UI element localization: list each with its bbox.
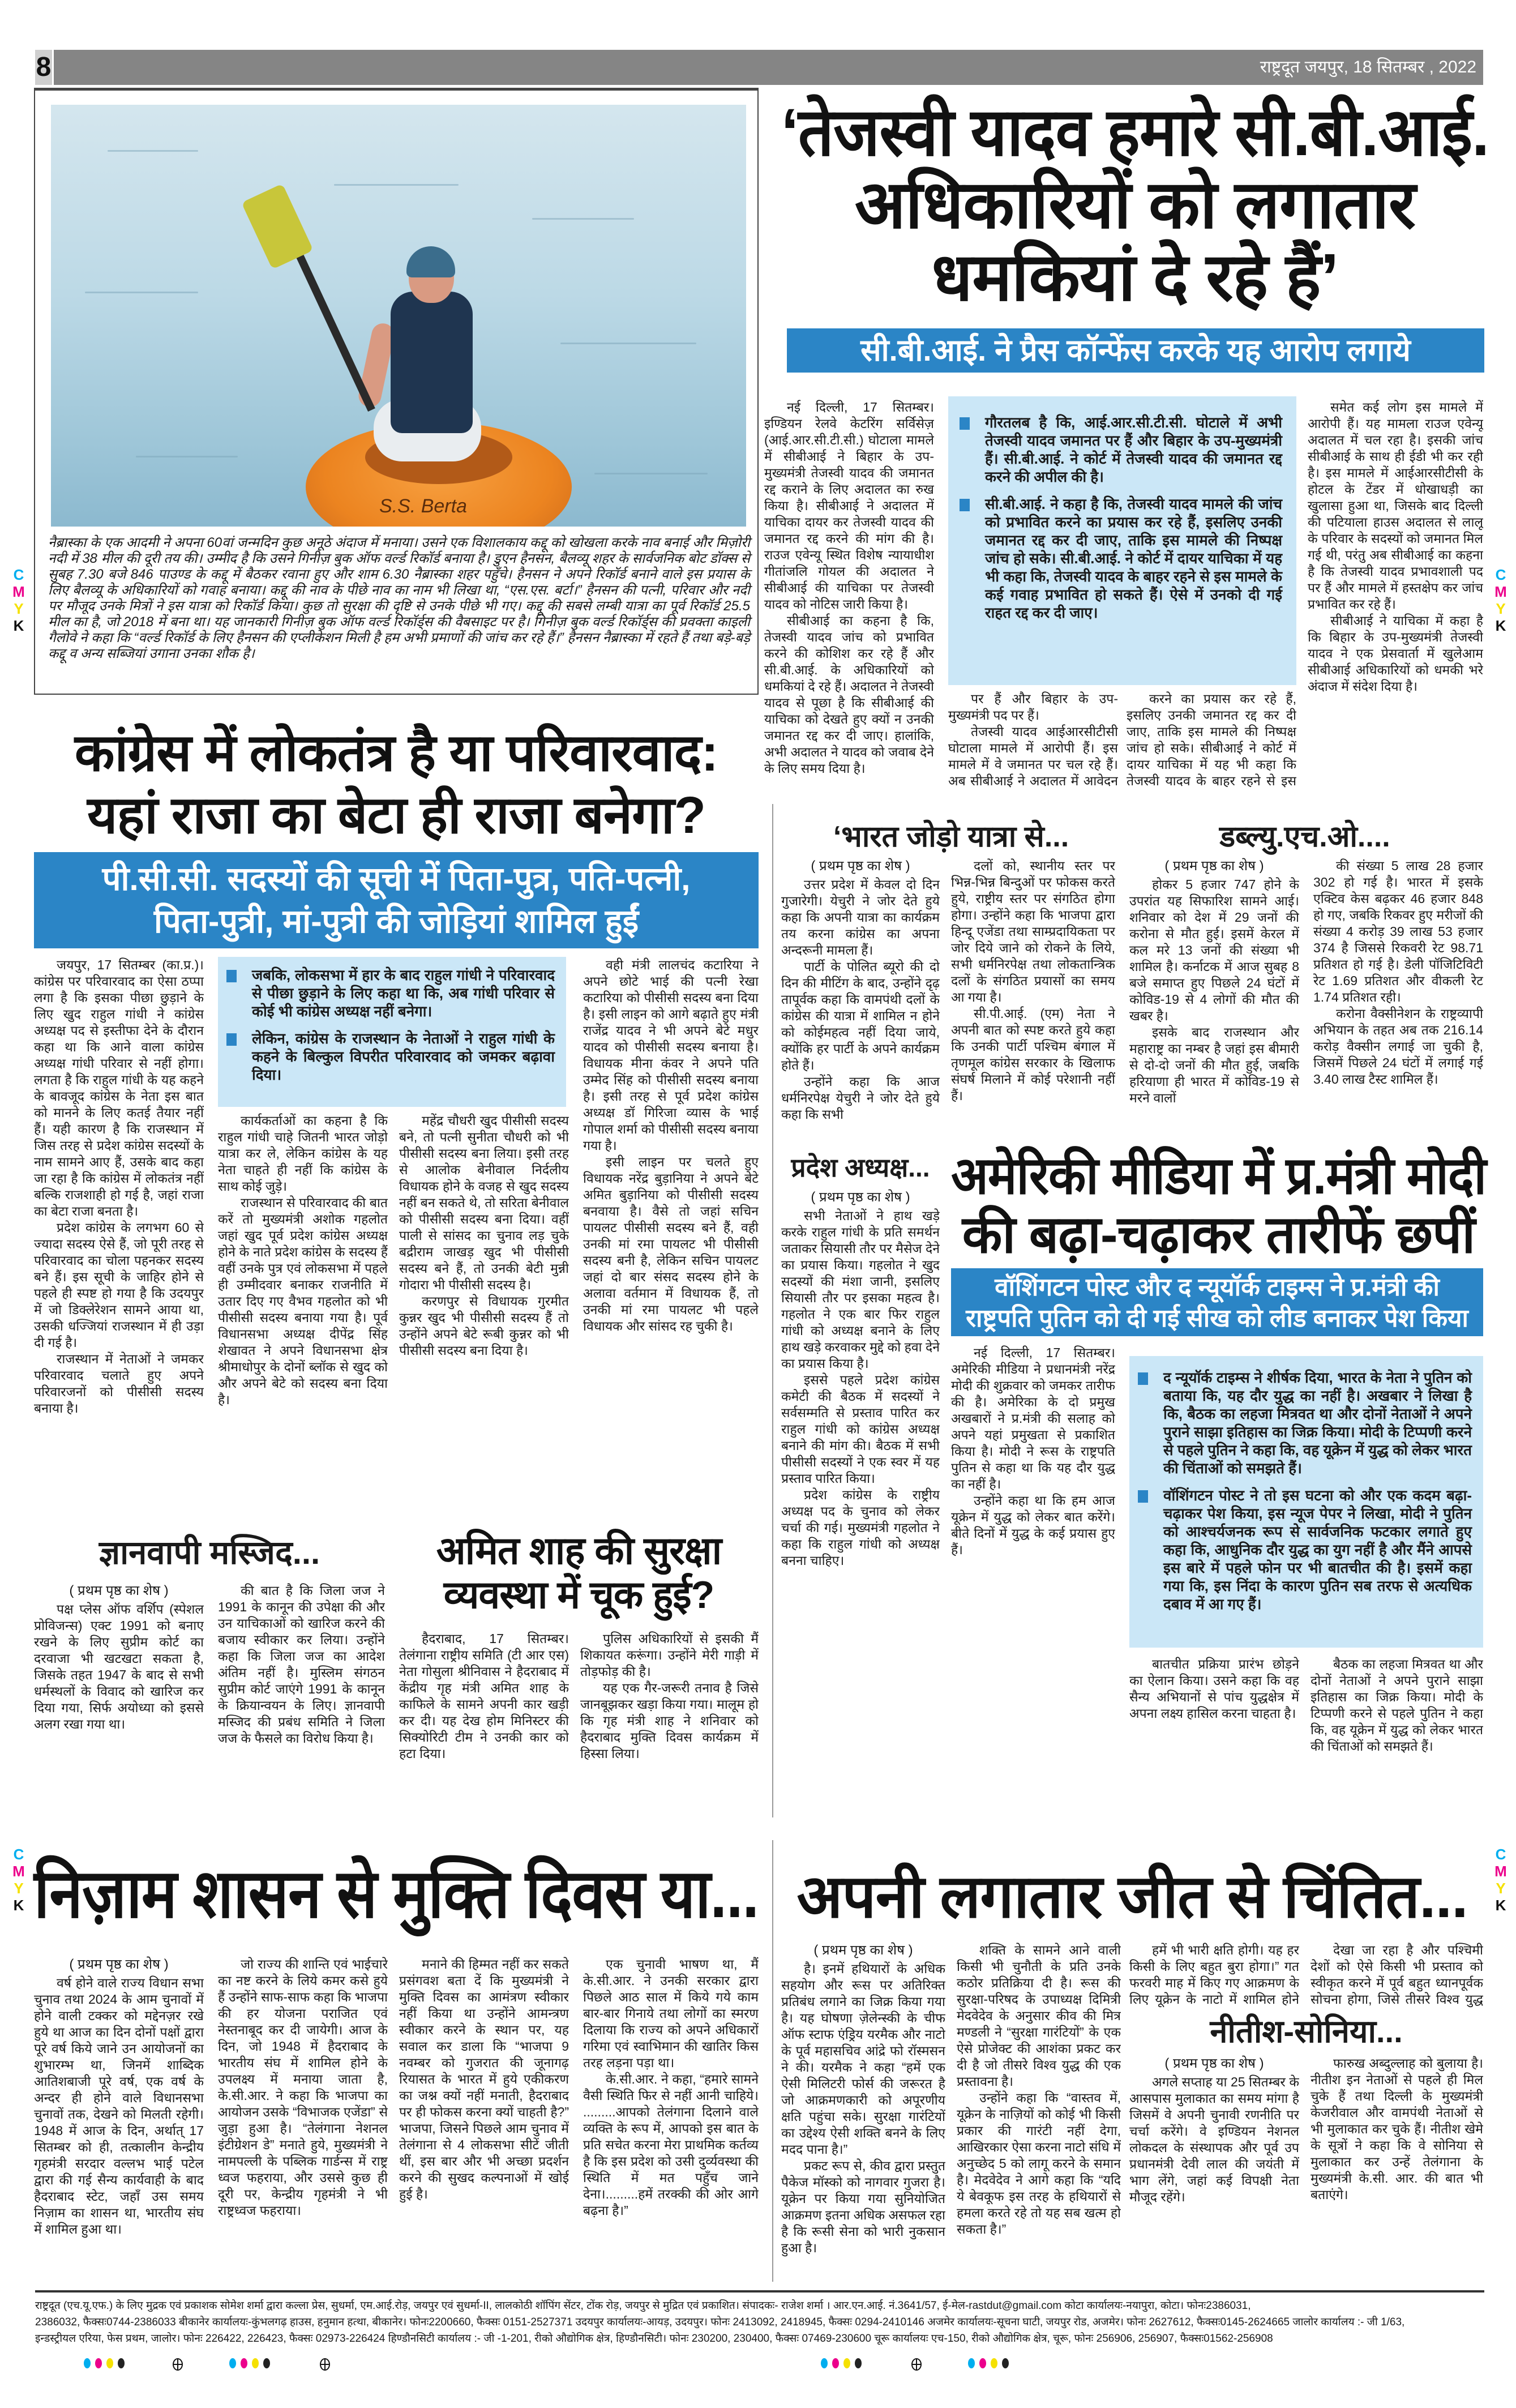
paragraph: वही मंत्री लालचंद कटारिया ने अपने छोटे भाई की पत्नी रेखा कटारिया को पीसीसी सदस्य बना दिया है। इसी लाइन को आगे बढ़ाते हुए मंत्री राजेंद्र यादव ने भी अपने बेटे मधुर यादव को पीसीसी सदस्य बनाया है। विधायक मीना कंवर ने अपने पति उम्मेद सिंह को पीसीसी सदस्य बनाया है। इसी तरह से पूर्व प्रदेश कांग्रेस अध्यक्ष डॉ गिरिजा व्यास के भाई गोपाल शर्मा को पीसीसी सदस्य बनाया गया है। [583, 957, 759, 1153]
paragraph: सी.पी.आई. (एम) नेता ने अपनी बात को स्पष्ट करते हुये कहा कि उनकी पार्टी पश्चिम बंगाल में तृणमूल कांग्रेस सरकार के खिलाफ संघर्ष मिलाने में कोई परेशानी नहीं हैं। [951, 1006, 1115, 1103]
paragraph: करोना वैक्सीनेशन के राष्ट्रव्यापी अभियान के तहत अब तक 216.14 करोड़ वैक्सीन लगाई जा चुकी है, जिसमें पिछले 24 घंटों में लगाई गई 3.40 लाख टैस्ट शामिल हैं। [1313, 1006, 1483, 1087]
nizam-column-4 [583, 1956, 759, 2279]
highlight-text: वॉशिंगटन पोस्ट ने तो इस घटना को और एक कदम बढ़ा-चढ़ाकर पेश किया, इस न्यूज पेपर ने लिखा, मोदी ने पुतिन को आश्चर्यजनक रूप से सार्वजनिक फटकार लगाते हुए कहा कि, आधुनिक दौर युद्ध का युग नहीं है और मैंने आपसे इस बारे में पहले फोन पर भी बातचीत की है। इसमें कहा गया कि, इस निंदा के कारण पुतिन सब तरफ से अत्यधिक दबाव में आ गए हैं। [1163, 1487, 1472, 1613]
square-bullet-icon [226, 1033, 237, 1046]
who-column-1 [1129, 858, 1299, 1124]
apni-column-3 [1129, 1942, 1299, 2008]
headline-line: अधिकारियों को लगातार [854, 168, 1416, 242]
america-headline [951, 1147, 1486, 1264]
headline-line: धमकियां दे रहे हैं’ [931, 240, 1339, 315]
boat-name-lettering: S.S. Berta [379, 495, 467, 517]
america-column-2 [1129, 1656, 1299, 1815]
paragraph: सभी नेताओं ने हाथ खड़े करके राहुल गांधी के प्रति समर्थन जताकर सियासी तौर पर मैसेज देने का प्रयास किया। गहलोत ने खुद सदस्यों की मंशा जानी, इसलिए सियासी तौर पर इसका महत्व है। गहलोत ने एक बार फिर राहुल गांधी को अध्यक्ष बनाने के लिए हाथ खड़े करवाकर मुद्दे को हवा देने का प्रयास किया है। [781, 1208, 940, 1371]
tejashwi-column-3b [1127, 691, 1296, 790]
column-divider [772, 1840, 773, 2282]
square-bullet-icon [226, 970, 237, 982]
column-text [1129, 876, 1299, 1106]
cmyk-k: K [1495, 1897, 1506, 1914]
congress-column-2 [218, 1113, 388, 1500]
headline-line: ‘तेजस्वी यादव हमारे सी.बी.आई. [781, 95, 1489, 170]
registration-marks [0, 2358, 1516, 2375]
apni-column-2 [957, 1942, 1121, 2279]
highlight-text: गौरतलब है कि, आई.आर.सी.टी.सी. घोटाले में अभी तेजस्वी यादव जमानत पर हैं और बिहार के उप-मुख्यमंत्री हैं। सी.बी.आई. ने कोर्ट में तेजस्वी यादव की जमानत रद्द करने की अपील की है। [985, 414, 1282, 485]
america-column-3 [1311, 1656, 1483, 1815]
paragraph: नई दिल्ली, 17 सितम्बर। इण्डियन रेलवे केटरिंग सर्विसेज़ (आई.आर.सी.टी.सी.) घोटाला मामले में सीबीआई ने बिहार के उप-मुख्यमंत्री तेजस्वी यादव की जमानत रद्द कराने के लिए अदालत का रुख किया है। सीबीआई ने अदालत में याचिका दायर कर तेजस्वी यादव की जमानत रद्द करने की मांग की है। राउज एवेन्यू स्थित विशेष न्यायाधीश गीतांजलि गोयल की अदालत ने सीबीआई की याचिका पर तेजस्वी यादव को नोटिस जारी किया है। [764, 400, 934, 611]
bharat-jodo-title: ‘भारत जोड़ो यात्रा से... [833, 820, 1069, 853]
paragraph: यह एक गैर-जरूरी तनाव है जिसे जानबूझकर खड़ा किया गया। मालूम हो कि गृह मंत्री शाह ने शनिवार को हैदराबाद मुक्ति दिवस कार्यक्रम में हिस्सा लिया। [580, 1680, 759, 1761]
paragraph: जयपुर, 17 सितम्बर (का.प्र.)। कांग्रेस पर परिवारवाद का ऐसा ठप्पा लगा है कि इसका पीछा छुड़ाने के लिए खुद राहुल गांधी ने कांग्रेस अध्यक्ष पद से इस्तीफा देने के दौरान कहा था कि आने वाला कांग्रेस अध्यक्ष गांधी परिवार से नहीं होगा। लगता है कि राहुल गांधी के यह कहने के बावजूद कांग्रेस के नेता इस बात को मानने के लिए कतई तैयार नहीं हैं। यही कारण है कि राजस्थान में जिस तरह से प्रदेश कांग्रेस सदस्यों के नाम सामने आए हैं, उसके बाद कहा जा रहा है कि कांग्रेस में लोकतंत्र नहीं बल्कि राजशाही हो गई है, जहां राजा का बेटा राजा बनता है। [34, 957, 204, 1218]
subhead-line: सी.बी.आई. ने प्रैस कॉन्फेंस करके यह आरोप लगाये [860, 333, 1411, 367]
nitish-column-1 [1129, 2055, 1299, 2279]
photo-caption: नैब्रास्का के एक आदमी ने अपना 60वां जन्मदिन कुछ अनूठे अंदाज में मनाया। उसने एक विशालकाय कद्दू को खोखला करके नाव बनाई और मिज़ोरी नदी में 38 मील की दूरी तय की। उम्मीद है कि उसने गिनीज़ बुक ऑफ वर्ल्ड रिकॉर्ड बनाया है। डुएन हैनसन, बैलव्यू शहर के सार्वजनिक बोट डॉक्स से सुबह 7.30 बजे 846 पाउण्ड के कद्दू में बैठकर रवाना हुए और शाम 6.30 नैब्रास्का शहर पहुँचे। हैनसन ने अपने रिकॉर्ड बनाने वाले इस प्रयास के लिए बैलव्यू के अधिकारियों को गवाह बनाया। कद्दू की नाव के पीछे नाव का नाम भी लिखा था, “एस.एस. बर्टा।” हैनसन की पत्नी, परिवार और नदी पर मौजूद उनके मित्रों ने इस यात्रा को रिकॉर्ड किया। कुछ तो सुरक्षा की दृष्टि से उनके पीछे भी गए। कद्दू की सबसे लम्बी यात्रा का पूर्व रिकॉर्ड 25.5 मील का है, जो 2018 में बना था। यह जानकारी गिनीज़ बुक ऑफ वर्ल्ड रिकॉर्ड्स की वैबसाइट पर है। गिनीज़ बुक वर्ल्ड रिकॉर्ड्स की प्रवक्ता काइली गैलोवे ने कहा कि “वर्ल्ड रिकॉर्ड के लिए हैनसन की एप्लीकेशन मिली है हम अभी प्रमाणों की जांच कर रहे हैं।” हैनसन नैब्रास्का में रहते हैं तथा बड़े-बड़े कद्दू व अन्य सब्जियां उगाना उनका शौक है। [48, 535, 750, 661]
cmyk-y: Y [14, 600, 24, 617]
paragraph: प्रकट रूप से, कीव द्वारा प्रस्तुत पैकेज मॉस्को को नागवार गुजरा है। यूक्रेन पर किया गया सुनियोजित आक्रमण इतना अधिक असफल रहा है कि रूसी सेना को भारी नुकसान हुआ है। [781, 2158, 945, 2255]
subhead-line: पिता-पुत्री, मां-पुत्री की जोड़ियां शामिल हुईं [153, 903, 639, 940]
paragraph: पर हैं और बिहार के उप-मुख्यमंत्री पद पर हैं। [948, 691, 1118, 722]
column-text [34, 1975, 204, 2238]
cmyk-marks [12, 566, 25, 634]
pumpkin-boat-photo [51, 105, 746, 527]
imprint [35, 2298, 1484, 2347]
column-text [781, 1961, 945, 2256]
highlight-item [221, 1029, 555, 1084]
continued-label: ( प्रथम पृष्ठ का शेष ) [69, 1583, 169, 1598]
imprint-line: इन्डस्ट्रीयल एरिया, फेस प्रथम, जालोर। फोनः 226422, 226423, फैक्सः 02973-226424 हिण्डौनसिटी कार्यालय :- जी -1-201, रीको औद्योगिक क्षेत्र, हिण्डौनसिटी। फोनः 230200, 230400, फैक्सः 07469-230600 चूरू कार्यालयः एच-150, रीको औद्योगिक क्षेत्र, चूरू, फोनः 256906, 256907, फैक्सः01562-256908 [35, 2333, 1273, 2345]
cmyk-c: C [13, 1846, 24, 1863]
highlight-text: द न्यूयॉर्क टाइम्स ने शीर्षक दिया, भारत के नेता ने पुतिन को बताया कि, यह दौर युद्ध का नहीं है। अखबार ने लिखा है कि, बैठक का लहजा मित्रवत था और दोनों नेताओं ने अपने पुराने साझा इतिहास का जिक्र किया। मोदी के टिप्पणी करने से पहले पुतिन ने कहा कि, वह यूक्रेन में युद्ध को लेकर भारत की चिंताओं को समझते हैं। [1163, 1369, 1472, 1477]
highlight-text: लेकिन, कांग्रेस के राजस्थान के नेताओं ने राहुल गांधी के कहने के बिल्कुल विपरीत परिवारवाद को जमकर बढ़ावा दिया। [252, 1030, 555, 1083]
continued-label: ( प्रथम पृष्ठ का शेष ) [811, 858, 910, 874]
square-bullet-icon [1138, 1372, 1148, 1385]
tejashwi-column-3 [1308, 399, 1483, 790]
dateline: राष्ट्रदूत जयपुर, 18 सितम्बर , 2022 [1260, 58, 1476, 76]
paragraph: है। इनमें हथियारों के अधिक सहयोग और रूस पर अतिरिक्त प्रतिबंध लगाने का जिक्र किया गया है। यह घोषणा ज़ेलेन्स्की के चीफ ऑफ स्टाफ एंड्रिय यरमैक और नाटो के पूर्व महासचिव आंद्रे फो रॉस्मसन ने की। यरमैक ने कहा “हमें एक ऐसी मिलिटरी फोर्स की जरूरत है जो आक्रमणकारी को अपूरणीय क्षति पहुंचा सके। सुरक्षा गारंटियों का उद्देश्य ऐसी शक्ति बनने के लिए मदद पाना है।” [781, 1961, 945, 2157]
cmyk-m: M [1494, 583, 1507, 600]
paragraph: बातचीत प्रक्रिया प्रारंभ छोड़ने का ऐलान किया। उसने कहा कि वह सैन्य अभियानों से पांच युद्धक्षेत्र में अपना लक्ष्य हासिल करना चाहता है। [1129, 1657, 1299, 1721]
america-column-1 [951, 1345, 1115, 1645]
paragraph: शक्ति के सामने आने वाली किसी भी चुनौती के प्रति उनके कठोर प्रतिक्रिया दी है। रूस की सुरक्षा-परिषद के उपाध्यक्ष दिमित्री मेदवेदेव के अनुसार कीव की मित्र मण्डली ने “सुरक्षा गारंटियों” के एक ऐसे प्रोजेक्ट की आशंका प्रकट कर दी है जो तीसरे विश्व युद्ध की एक प्रस्तावना है। [957, 1943, 1121, 2089]
who-title: डब्ल्यु.एच.ओ.... [1219, 820, 1390, 853]
paragraph: बैठक का लहजा मित्रवत था और दोनों नेताओं ने अपने पुराने साझा इतिहास का जिक्र किया। मोदी के टिप्पणी करने से पहले पुतिन ने कहा कि, वह यूक्रेन में युद्ध को लेकर भारत की चिंताओं को समझते हैं। [1311, 1657, 1483, 1753]
gyanvapi-title: ज्ञानवापी मस्जिद... [99, 1534, 320, 1571]
highlight-item [221, 966, 555, 1020]
gyanvapi-column-2 [218, 1582, 385, 1815]
paragraph: फारुख अब्दुल्लाह को बुलाया है। नीतीश इन नेताओं से पहले ही मिल चुके हैं तथा दिल्ली के मुख्यमंत्री केजरीवाल और वामपंथी नेताओं से भी मुलाकात कर चुके हैं। नीतीश खेमे के सूत्रों ने कहा कि वे सोनिया से मुलाकात कर उन्हें तेलंगाना के मुख्यमंत्री के.सी. आर. की बात भी बताएंगे। [1311, 2056, 1483, 2202]
paragraph: पुलिस अधिकारियों से इसकी मैं शिकायत करूंगा। उन्होंने मेरी गाड़ी में तोड़फोड़ की है। [580, 1631, 759, 1679]
paragraph: करने का प्रयास कर रहे हैं, इसलिए उनकी जमानत रद्द कर दी जाए, ताकि इस मामले की निष्पक्ष जांच हो सके। सीबीआई ने कोर्ट में दायर याचिका में यह भी कहा कि तेजस्वी यादव के बाहर रहने से इस [1127, 691, 1296, 788]
tejashwi-highlight-box [948, 396, 1296, 685]
paragraph: प्रदेश कांग्रेस के राष्ट्रीय अध्यक्ष पद के चुनाव को लेकर चर्चा की गई। मुख्यमंत्री गहलोत ने कहा कि राहुल गांधी को अध्यक्ष बनना चाहिए। [781, 1487, 940, 1568]
paragraph: सीबीआई ने याचिका में कहा है कि बिहार के उप-मुख्यमंत्री तेजस्वी यादव ने एक प्रेसवार्ता में खुलेआम सीबीआई अधिकारियों को धमकी भरे अंदाज में संदेश दिया है। [1308, 613, 1483, 694]
paragraph: उन्होंने कहा कि आज धर्मनिरपेक्ष येचुरी ने जोर देते हुये कहा कि सभी [781, 1074, 940, 1122]
cmyk-c: C [1495, 566, 1506, 583]
headline-line: कांग्रेस में लोकतंत्र है या परिवारवाद: [74, 724, 718, 782]
paragraph: जो राज्य की शान्ति एवं भाईचारे का नष्ट करने के लिये कमर कसे हुये हैं उन्होंने साफ-साफ कहा कि भाजपा की हर योजना पराजित एवं नेस्तनाबूद कर दी जायेगी। आज के दिन, जो 1948 में हैदराबाद के भारतीय संघ में शामिल होने के उपलक्ष्य में मनाया जाता है, के.सी.आर. ने कहा कि भाजपा का आयोजन उसके “विभाजक एजेंडा” से जुड़ा हुआ है। “तेलंगाना नेशनल इंटीग्रेशन डे” मनाते हुये, मुख्यमंत्री ने नामपल्ली के पब्लिक गार्डन्स में राष्ट्र ध्वज फहराया, और उससे कुछ ही दूरी पर, केन्द्रीय गृहमंत्री ने भी राष्ट्रध्वज फहराया। [218, 1957, 388, 2218]
gyanvapi-column-1 [34, 1582, 204, 1815]
imprint-line: राष्ट्रदूत (एच.यू.एफ.) के लिए मुद्रक एवं प्रकाशक सोमेश शर्मा द्वारा कल्ला प्रेस, सुधर्मा, एम.आई.रोड़, जयपुर एवं सुधर्मा-II, लालकोठी शॉपिंग सेंटर, टोंक रोड़, जयपुर से मुद्रित एवं प्रकाशित। संपादकः- राजेश शर्मा । आर.एन.आई. नं.3641/57, ई-मेल-rastdut@gmail.com कोटा कार्यालयः-नयापुरा, कोटा। फोनः2386031, [35, 2300, 1251, 2312]
paragraph: पक्ष प्लेस ऑफ वर्शिप (स्पेशल प्रोविजन्स) एक्ट 1991 को बनाए रखने के लिए सुप्रीम कोर्ट का दरवाजा भी खटखटा सकता है, जिसके तहत 1947 के बाद से सभी धर्मस्थलों के विवाद को खारिज कर दिया गया, सिर्फ अयोध्या को इससे अलग रखा गया था। [34, 1602, 204, 1731]
page-number: 8 [35, 50, 52, 85]
subhead-line: पी.सी.सी. सदस्यों की सूची में पिता-पुत्र, पति-पत्नी, [102, 861, 691, 897]
square-bullet-icon [960, 417, 970, 430]
congress-column-4 [583, 957, 759, 1500]
congress-column-1 [34, 957, 204, 1500]
paragraph: की संख्या 5 लाख 28 हजार 302 हो गई है। भारत में इसके एक्टिव केस बढ़कर 46 हजार 848 हो गए, जबकि रिकवर हुए मरीजों की संख्या 4 करोड़ 39 लाख 53 हजार 374 है जिससे रिकवरी रेट 98.71 प्रतिशत हो गई है। डेली पॉजिटिविटी रेट 1.69 प्रतिशत और वीकली रेट 1.74 प्रतिशत रही। [1313, 858, 1483, 1004]
paragraph: उत्तर प्रदेश में केवल दो दिन गुजारेगी। येचुरी ने जोर देते हुये कहा कि अपनी यात्रा का कार्यक्रम तय करना कांग्रेस का अपना अन्दरूनी मामला हैं। [781, 877, 940, 957]
footer-rule [35, 2290, 1484, 2292]
continued-label: ( प्रथम पृष्ठ का शेष ) [1164, 858, 1264, 874]
apni-lagatar-headline: अपनी लगातार जीत से चिंतित... [796, 1863, 1468, 1930]
column-divider [772, 804, 773, 1817]
tejashwi-headline [781, 96, 1489, 314]
cmyk-marks [12, 1846, 25, 1914]
column-text [34, 1601, 204, 1733]
highlight-item [1132, 1368, 1472, 1477]
paragraph: उन्होंने कहा कि “वास्तव में, यूक्रेन के नाज़ियों को कोई भी किसी प्रकार की गारंटी नहीं देगा, आखिरकार ऐसा करना नाटो संधि में अनुच्छेद 5 को लागू करने के समान है। मेदवेदेव ने आगे कहा कि “यदि ये बेवकूफ इस तरह के हथियारों से हमला करते रहे तो यह सब खत्म हो सकता है।” [957, 2090, 1121, 2236]
paragraph: होकर 5 हजार 747 होने के उपरांत यह सिफारिश सामने आई। शनिवार को देश में 29 जनों की करोना से मौत हुई। इसमें केरल में कल मरे 13 जनों की संख्या भी शामिल है। कर्नाटक में आज सुबह 8 बजे समाप्त हुए पिछले 24 घंटों में कोविड-19 से 4 लोगों की मौत की खबर है। [1129, 877, 1299, 1023]
cmyk-m: M [12, 1863, 25, 1880]
nizam-column-1 [34, 1956, 204, 2279]
bharat-jodo-column-2 [951, 858, 1115, 1124]
cmyk-m: M [1494, 1863, 1507, 1880]
paragraph: हैदराबाद, 17 सितम्बर। तेलंगाना राष्ट्रीय समिति (टी आर एस) नेता गोसुला श्रीनिवास ने हैदराबाद में केंद्रीय गृह मंत्री अमित शाह के काफिले के सामने अपनी कार खड़ी कर दी। यह देख होम मिनिस्टर की सिक्योरिटी टीम ने उनकी कार को हटा दिया। [399, 1631, 569, 1761]
paragraph: वर्ष होने वाले राज्य विधान सभा चुनाव तथा 2024 के आम चुनावों में होने वाली टक्कर को मद्देनज़र रखे हुये था आज का दिन दोनों पक्षों द्वारा पूरे वर्ष किये जाने उन आयोजनों का शुभारम्भ था, जिनमें शाब्दिक आतिशबाजी पूरे वर्ष, एक वर्ष के अन्दर ही होने वाले विधानसभा चुनावों तक, देखने को मिलती रहेगी। 1948 में आज के दिन, अर्थात् 17 सितम्बर को ही, तत्कालीन केन्द्रीय गृहमंत्री सरदार वल्लभ भाई पटेल द्वारा की गई सैन्य कार्यवाही के बाद हैदराबाद स्टेट, जहाँ उस समय निज़ाम का शासन था, भारतीय संघ में शामिल हुआ था। [34, 1975, 204, 2236]
subhead-line: राष्ट्रपति पुतिन को दी गई सीख को लीड बनाकर पेश किया [966, 1304, 1468, 1332]
paragraph: राजस्थान से परिवारवाद की बात करें तो मुख्यमंत्री अशोक गहलोत जहां खुद पूर्व प्रदेश कांग्रेस अध्यक्ष होने के नाते प्रदेश कांग्रेस के सदस्य हैं वहीं उनके पुत्र एवं लोकसभा में पहले ही उम्मीदवार बनाकर राजनीति में उतार दिए गए वैभव गहलोत को भी पीसीसी सदस्य बनाया गया है। पूर्व विधानसभा अध्यक्ष दीपेंद्र सिंह शेखावत ने अपने विधानसभा क्षेत्र श्रीमाधोपुर के दोनों ब्लॉक से खुद को और अपने बेटे को सदस्य बना दिया है। [218, 1195, 388, 1407]
cmyk-k: K [1495, 617, 1506, 634]
nitish-column-2 [1311, 2055, 1483, 2279]
headline-line: की बढ़ा-चढ़ाकर तारीफें छपीं [962, 1206, 1475, 1264]
amit-shah-column-1 [399, 1631, 569, 1815]
america-highlight-box [1129, 1356, 1483, 1648]
nizam-headline: निज़ाम शासन से मुक्ति दिवस या... [34, 1856, 759, 1932]
continued-label: ( प्रथम पृष्ठ का शेष ) [69, 1957, 169, 1972]
paragraph: देखा जा रहा है और पश्चिमी देशों को ऐसे किसी भी प्रस्ताव को स्वीकृत करने में पूर्व बहुत ध्यानपूर्वक सोचना होगा, जिसे तीसरे विश्व युद्ध [1311, 1943, 1483, 2007]
cmyk-y: Y [1496, 600, 1506, 617]
apni-column-4 [1311, 1942, 1483, 2008]
paragraph: इससे पहले प्रदेश कांग्रेस कमेटी की बैठक में सदस्यों ने सर्वसम्मति से प्रस्ताव पारित कर राहुल गांधी को कांग्रेस अध्यक्ष बनाने की मांग की। बैठक में सभी पीसीसी सदस्यों ने एक स्वर में यह प्रस्ताव पारित किया। [781, 1372, 940, 1486]
paragraph: तेजस्वी यादव आईआरसीटीसी घोटाला मामले में आरोपी हैं। इस मामले में वे जमानत पर चल रहे हैं। अब सीबीआई ने अदालत में आवेदन [948, 724, 1118, 788]
cmyk-c: C [13, 566, 24, 583]
cmyk-y: Y [1496, 1880, 1506, 1897]
highlight-item [954, 495, 1282, 622]
column-text [781, 876, 940, 1123]
bharat-jodo-column-1 [781, 858, 940, 1124]
paragraph: कार्यकर्ताओं का कहना है कि राहुल गांधी चाहे जितनी भारत जोड़ो यात्रा कर ले, लेकिन कांग्रेस के यह नेता चाहते ही नहीं कि कांग्रेस के साथ कोई जुड़े। [218, 1113, 388, 1194]
congress-column-3 [399, 1113, 569, 1500]
highlight-text: जबकि, लोकसभा में हार के बाद राहुल गांधी ने परिवारवाद से पीछा छुड़ाने के लिए कहा था कि, अब गांधी परिवार से कोई भी कांग्रेस अध्यक्ष नहीं बनेगा। [252, 966, 555, 1020]
tejashwi-column-1 [764, 399, 934, 790]
tejashwi-column-2b [948, 691, 1118, 790]
paragraph: इसी लाइन पर चलते हुए विधायक नरेंद्र बुड़ानिया ने अपने बेटे अमित बुड़ानिया को पीसीसी सदस्य बनवाया है। वैसे तो जहां सचिन पायलट पीसीसी सदस्य बने हैं, वही उनकी मां रमा पायलट भी पीसीसी सदस्य बनी है, लेकिन सचिन पायलट जहां दो बार संसद सदस्य होने के अलावा वर्तमान में विधायक हैं, तो उनकी मां रमा पायलट भी पहले विधायक और सांसद रह चुकी है। [583, 1154, 759, 1333]
highlight-item [1132, 1486, 1472, 1613]
imprint-line: 2386032, फैक्सः0744-2386033 बीकानेर कार्यालयः-कुंभलगढ़ हाउस, हनुमान हत्था, बीकानेर। फोनः2200660, फैक्सः 0151-2527371 उदयपुर कार्यालयः-आयड़, उदयपुर। फोनः 2413092, 2418945, फैक्सः 0294-2410146 अजमेर कार्यालयः-सूचना घाटी, जयपुर रोड, अजमेर। फोनः 2627612, फैक्सः0145-2624665 जालोर कार्यालय :- जी 1/63, [35, 2316, 1405, 2328]
nizam-column-3 [399, 1956, 569, 2279]
paragraph: के.सी.आर. ने कहा, “हमारे सामने वैसी स्थिति फिर से नहीं आनी चाहिये। .........आपको तेलंगाना दिलाने वाले व्यक्ति के रूप में, आपको इस बात के प्रति सचेत करना मेरा प्राथमिक कर्तव्य है कि इस प्रदेश को उसी दुर्व्यवस्था की स्थिति में मत पहुँच जाने देना।.........हमें तरक्की की ओर आगे बढ़ना है।” [583, 2072, 759, 2218]
paragraph: अगले सप्ताह या 25 सितम्बर के आसपास मुलाकात का समय मांगा है जिसमें वे अपनी चुनावी रणनीति पर चर्चा करेंगे। वे इण्डियन नेशनल लोकदल के संस्थापक और पूर्व उप प्रधानमंत्री देवी लाल की जयंती में भाग लेंगे, जहां कई विपक्षी नेता मौजूद रहेंगे। [1129, 2075, 1299, 2204]
headline-line: यहां राजा का बेटा ही राजा बनेगा? [87, 786, 705, 844]
cmyk-marks [1494, 1846, 1507, 1914]
pradesh-column [781, 1189, 940, 1812]
who-column-2 [1313, 858, 1483, 1124]
cmyk-marks [1494, 566, 1507, 634]
cmyk-c: C [1495, 1846, 1506, 1863]
subhead-line: वॉशिंगटन पोस्ट और द न्यूयॉर्क टाइम्स ने प्र.मंत्री की [995, 1273, 1440, 1301]
paragraph: एक चुनावी भाषण था, मैं के.सी.आर. ने उनकी सरकार द्वारा पिछले आठ साल में किये गये काम बार-बार गिनाये तथा लोगों का स्मरण दिलाया कि राज्य को अपने अधिकारों गरिमा एवं स्वाभिमान की खातिर किस तरह लड़ना पड़ा था। [583, 1957, 759, 2070]
paragraph: उन्होंने कहा था कि हम आज यूक्रेन में युद्ध को लेकर बात करेंगे। बीते दिनों में युद्ध के कई प्रयास हुए हैं। [951, 1493, 1115, 1557]
amit-shah-column-2 [580, 1631, 759, 1815]
paragraph: हमें भी भारी क्षति होगी। यह हर किसी के लिए बहुत बुरा होगा।” गत फरवरी माह में किए गए आक्रमण के लिए यूक्रेन के नाटो में शामिल होने [1129, 1943, 1299, 2007]
highlight-text: सी.बी.आई. ने कहा है कि, तेजस्वी यादव मामले की जांच को प्रभावित करने का प्रयास कर रहे हैं, इसलिए उनकी जमानत रद्द कर दी जाए, ताकि इस मामले की निष्पक्ष जांच हो सके। सी.बी.आई. ने कोर्ट में दायर याचिका में यह भी कहा कि, तेजस्वी यादव के बाहर रहने से इस मामले के कई गवाह प्रभावित हो सकते हैं। ऐसे में उनको दी गई राहत रद्द कर दी जाए। [985, 495, 1282, 621]
paragraph: इसके बाद राजस्थान और महाराष्ट्र का नम्बर है जहां इस बीमारी से दो-दो जनों की मौत हुई, जबकि हरियाणा ही भारत में कोविड-19 से मरने वालों [1129, 1025, 1299, 1105]
paragraph: दलों को, स्थानीय स्तर पर भिन्न-भिन्न बिन्दुओं पर फोकस करते हुये, राष्ट्रीय स्तर पर संगठित होगा होगा। उन्होंने कहा कि भाजपा द्वारा हिन्दू एजेंडा तथा साम्प्रदायिकता पर जोर दिये जाने को रोकने के लिये, सभी धर्मनिरपेक्ष तथा लोकतान्त्रिक दलों के संगठित प्रयासों का समय आ गया है। [951, 858, 1115, 1004]
paragraph: प्रदेश कांग्रेस के लगभग 60 से ज्यादा सदस्य ऐसे हैं, जो पूरी तरह से परिवारवाद का चोला पहनकर सदस्य बने हैं। इस सूची के जाहिर होने से पहले ही स्पष्ट हो गया है कि उदयपुर में जो डिक्लेरेशन सामने आया था, उसकी धज्जियां राजस्थान में ही उड़ा दी गई है। [34, 1220, 204, 1350]
continued-label: ( प्रथम पृष्ठ का शेष ) [1164, 2056, 1264, 2071]
paragraph: नई दिल्ली, 17 सितम्बर। अमेरिकी मीडिया ने प्रधानमंत्री नरेंद्र मोदी की शुक्रवार को जमकर तारीफ की है। अमेरिका के दो प्रमुख अखबारों ने प्र.मंत्री की सलाह को अपने यहां प्रमुखता से प्रकाशित किया है। मोदी ने रूस के राष्ट्रपति पुतिन से कहा था कि यह दौर युद्ध का नहीं है। [951, 1345, 1115, 1491]
cmyk-k: K [13, 617, 24, 634]
paragraph: समेत कई लोग इस मामले में आरोपी हैं। यह मामला राउज एवेन्यू अदालत में चल रहा है। इसकी जांच सीबीआई के साथ ही ईडी भी कर रही है। इस मामले में आईआरसीटीसी के होटल के टेंडर में धोखाधड़ी का खुलासा हुआ था, जिसके बाद दिल्ली की पटियाला हाउस अदालत से लालू के परिवार के सदस्यों को जमानत मिल गई थी, परंतु अब सीबीआई का कहना है कि तेजस्वी यादव प्रभावशाली पद पर हैं और मामले में हस्तक्षेप कर जांच प्रभावित कर रहे हैं। [1308, 400, 1483, 611]
nitish-sonia-title: नीतीश-सोनिया... [1210, 2013, 1403, 2049]
headline-line: अमेरिकी मीडिया में प्र.मंत्री मोदी [951, 1147, 1486, 1205]
square-bullet-icon [960, 499, 970, 511]
continued-label: ( प्रथम पृष्ठ का शेष ) [811, 1190, 910, 1205]
cmyk-y: Y [14, 1880, 24, 1897]
congress-subhead [34, 852, 759, 948]
paragraph: करणपुर से विधायक गुरमीत कुन्नर खुद भी पीसीसी सदस्य हैं तो उन्होंने अपने बेटे रूबी कुन्नर को भी पीसीसी सदस्य बना दिया है। [399, 1294, 569, 1358]
america-subhead [951, 1268, 1483, 1336]
paragraph: सीबीआई का कहना है कि, तेजस्वी यादव जांच को प्रभावित करने की कोशिश कर रहे हैं और सी.बी.आई. के अधिकारियों को धमकियां दे रहे हैं। अदालत ने तेजस्वी यादव से पूछा है कि सीबीआई की याचिका को देखते हुए क्यों न उनकी जमानत रद्द कर दी जाए। हालांकि, अभी अदालत ने यादव को जवाब देने के लिए समय दिया है। [764, 613, 934, 776]
nizam-column-2 [218, 1956, 388, 2279]
apni-column-1 [781, 1942, 945, 2279]
headline-line: अमित शाह की सुरक्षा [436, 1529, 722, 1572]
paragraph: राजस्थान में नेताओं ने जमकर परिवारवाद चलाते हुए अपने परिवारजनों को पीसीसी सदस्य बनाया है। [34, 1351, 204, 1415]
continued-label: ( प्रथम पृष्ठ का शेष ) [813, 1943, 913, 1958]
congress-headline [34, 722, 759, 846]
cmyk-k: K [13, 1897, 24, 1914]
highlight-item [954, 413, 1282, 486]
congress-highlight-box [218, 957, 566, 1107]
cmyk-m: M [12, 583, 25, 600]
pradesh-title: प्रदेश अध्यक्ष... [791, 1153, 930, 1182]
paragraph: मनाने की हिम्मत नहीं कर सकते प्रसंगवश बता दें कि मुख्यमंत्री ने मुक्ति दिवस का आमंत्रण स्वीकार नहीं किया था उन्होंने आमन्त्रण स्वीकार करने के स्थान पर, यह सवाल कर डाला कि “भाजपा 9 नवम्बर को गुजरात की जूनागढ़ रियासत के भारत में हुये एकीकरण का जश्न क्यों नहीं मनाती, हैदराबाद पर ही फोकस करना क्यों चाहती है?” भाजपा, जिसने पिछले आम चुनाव में तेलंगाना से 4 लोकसभा सीटें जीती थीं, इस बार और भी अच्छा प्रदर्शन करने की सुखद कल्पनाओं में खोई हुई है। [399, 1957, 569, 2201]
paragraph: महेंद्र चौधरी खुद पीसीसी सदस्य बने, तो पत्नी सुनीता चौधरी को भी पीसीसी सदस्य बना लिया। इसी तरह से आलोक बेनीवाल निर्दलीय विधायक होने के वजह से खुद सदस्य नहीं बन सकते थे, तो सरिता बेनीवाल को पीसीसी सदस्य बना दिया। वहीं पाली से सांसद का चुनाव लड़ चुके बद्रीराम जाखड़ खुद भी पीसीसी सदस्य बने हैं, तो उनकी बेटी मुन्नी गोदारा भी पीसीसी सदस्य है। [399, 1113, 569, 1292]
square-bullet-icon [1138, 1490, 1148, 1503]
tejashwi-subhead [787, 328, 1484, 373]
headline-line: व्यवस्था में चूक हुई? [443, 1573, 714, 1616]
column-text [1129, 2074, 1299, 2205]
amit-shah-headline [399, 1529, 759, 1617]
column-text [781, 1208, 940, 1569]
paragraph: की बात है कि जिला जज ने 1991 के कानून की उपेक्षा की और उन याचिकाओं को खारिज करने की बजाय स्वीकार कर लिया। उन्होंने कहा कि जिला जज का आदेश अंतिम नहीं है। मुस्लिम संगठन सुप्रीम कोर्ट जाएंगे 1991 के कानून के क्रियान्वयन के लिए। ज्ञानवापी मस्जिद की प्रबंध समिति ने जिला जज के फैसले का विरोध किया है। [218, 1583, 385, 1746]
paragraph: पार्टी के पोलित ब्यूरो की दो दिन की मीटिंग के बाद, उन्होंने दृढ़ तापूर्वक कहा कि वामपंथी दलों के कांग्रेस की यात्रा में शामिल न होने को कोईमहत्व नहीं दिया जाये, क्योंकि हर पार्टी के अपने कार्यक्रम होते हैं। [781, 959, 940, 1072]
